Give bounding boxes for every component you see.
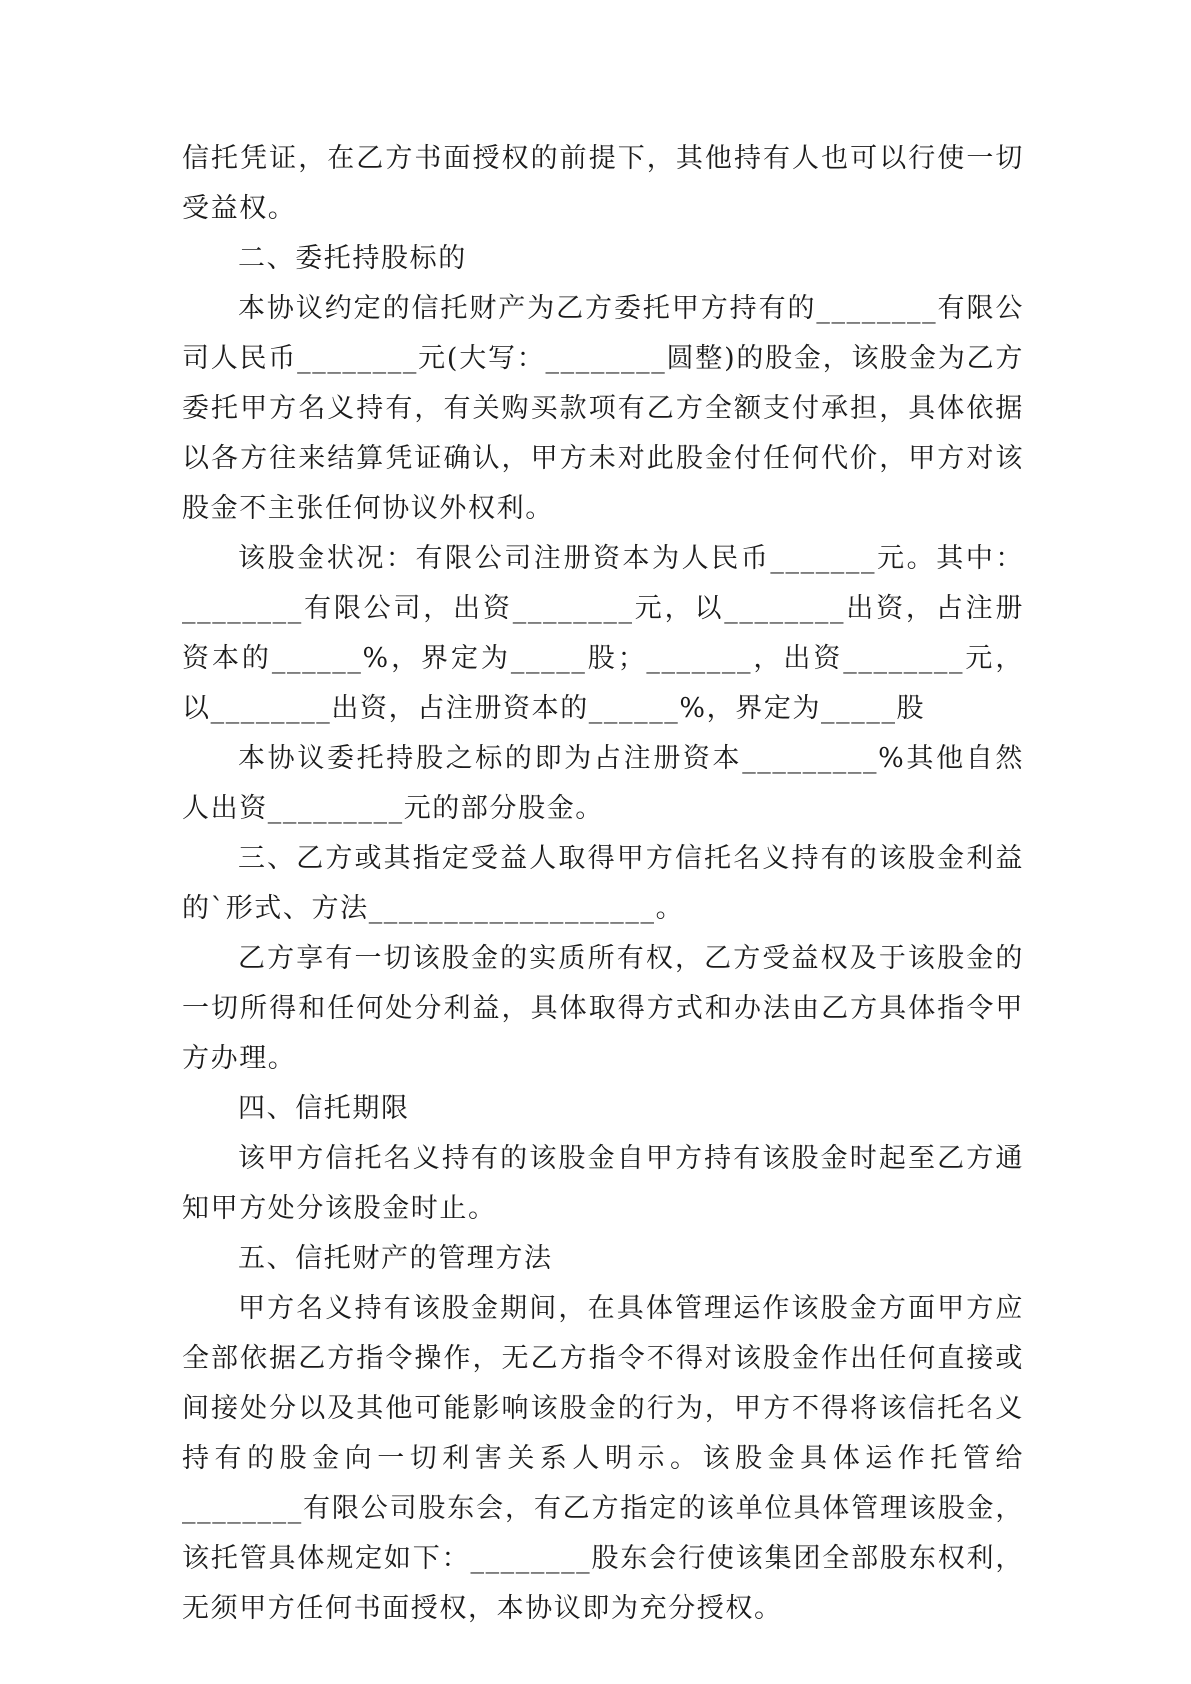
paragraph-management: 甲方名义持有该股金期间，在具体管理运作该股金方面甲方应全部依据乙方指令操作，无乙方指令不得对该股金作出任何直接或间接处分以及其他可能影响该股金的行为，甲方不得将该信托名义持有的股金向一切利害关系人明示。该股金具体运作托管给________有限公司股东会，有乙方指定的该单位具体管理该股金，该托管具体规定如下：________股东会行使该集团全部股东权利，无须甲方任何书面授权，本协议即为充分授权。 (182, 1293, 1024, 1624)
section-heading-5: 五、信托财产的管理方法 (238, 1243, 553, 1274)
document-body (182, 134, 1024, 1634)
paragraph-share-status: 该股金状况：有限公司注册资本为人民币_______元。其中：________有限公司，出资________元，以________出资，占注册资本的______%，界定为_____股；_______，出资________元，以________出资，占注册资本的______%，界定为_____股 (182, 543, 1024, 724)
paragraph-trust-property: 本协议约定的信托财产为乙方委托甲方持有的________有限公司人民币________元(大写：________圆整)的股金，该股金为乙方委托甲方名义持有，有关购买款项有乙方全额支付承担，具体依据以各方往来结算凭证确认，甲方未对此股金付任何代价，甲方对该股金不主张任何协议外权利。 (182, 293, 1024, 524)
section-heading-4: 四、信托期限 (238, 1093, 410, 1124)
paragraph-subject-matter: 本协议委托持股之标的即为占注册资本_________%其他自然人出资_________元的部分股金。 (182, 743, 1024, 824)
section-heading-2: 二、委托持股标的 (238, 243, 467, 274)
paragraph-continuation: 信托凭证，在乙方书面授权的前提下，其他持有人也可以行使一切受益权。 (182, 143, 1024, 224)
section-heading-3: 三、乙方或其指定受益人取得甲方信托名义持有的该股金利益的`形式、方法___________________。 (182, 843, 1024, 924)
paragraph-ownership: 乙方享有一切该股金的实质所有权，乙方受益权及于该股金的一切所得和任何处分利益，具体取得方式和办法由乙方具体指令甲方办理。 (182, 943, 1024, 1074)
paragraph-trust-term: 该甲方信托名义持有的该股金自甲方持有该股金时起至乙方通知甲方处分该股金时止。 (182, 1143, 1024, 1224)
